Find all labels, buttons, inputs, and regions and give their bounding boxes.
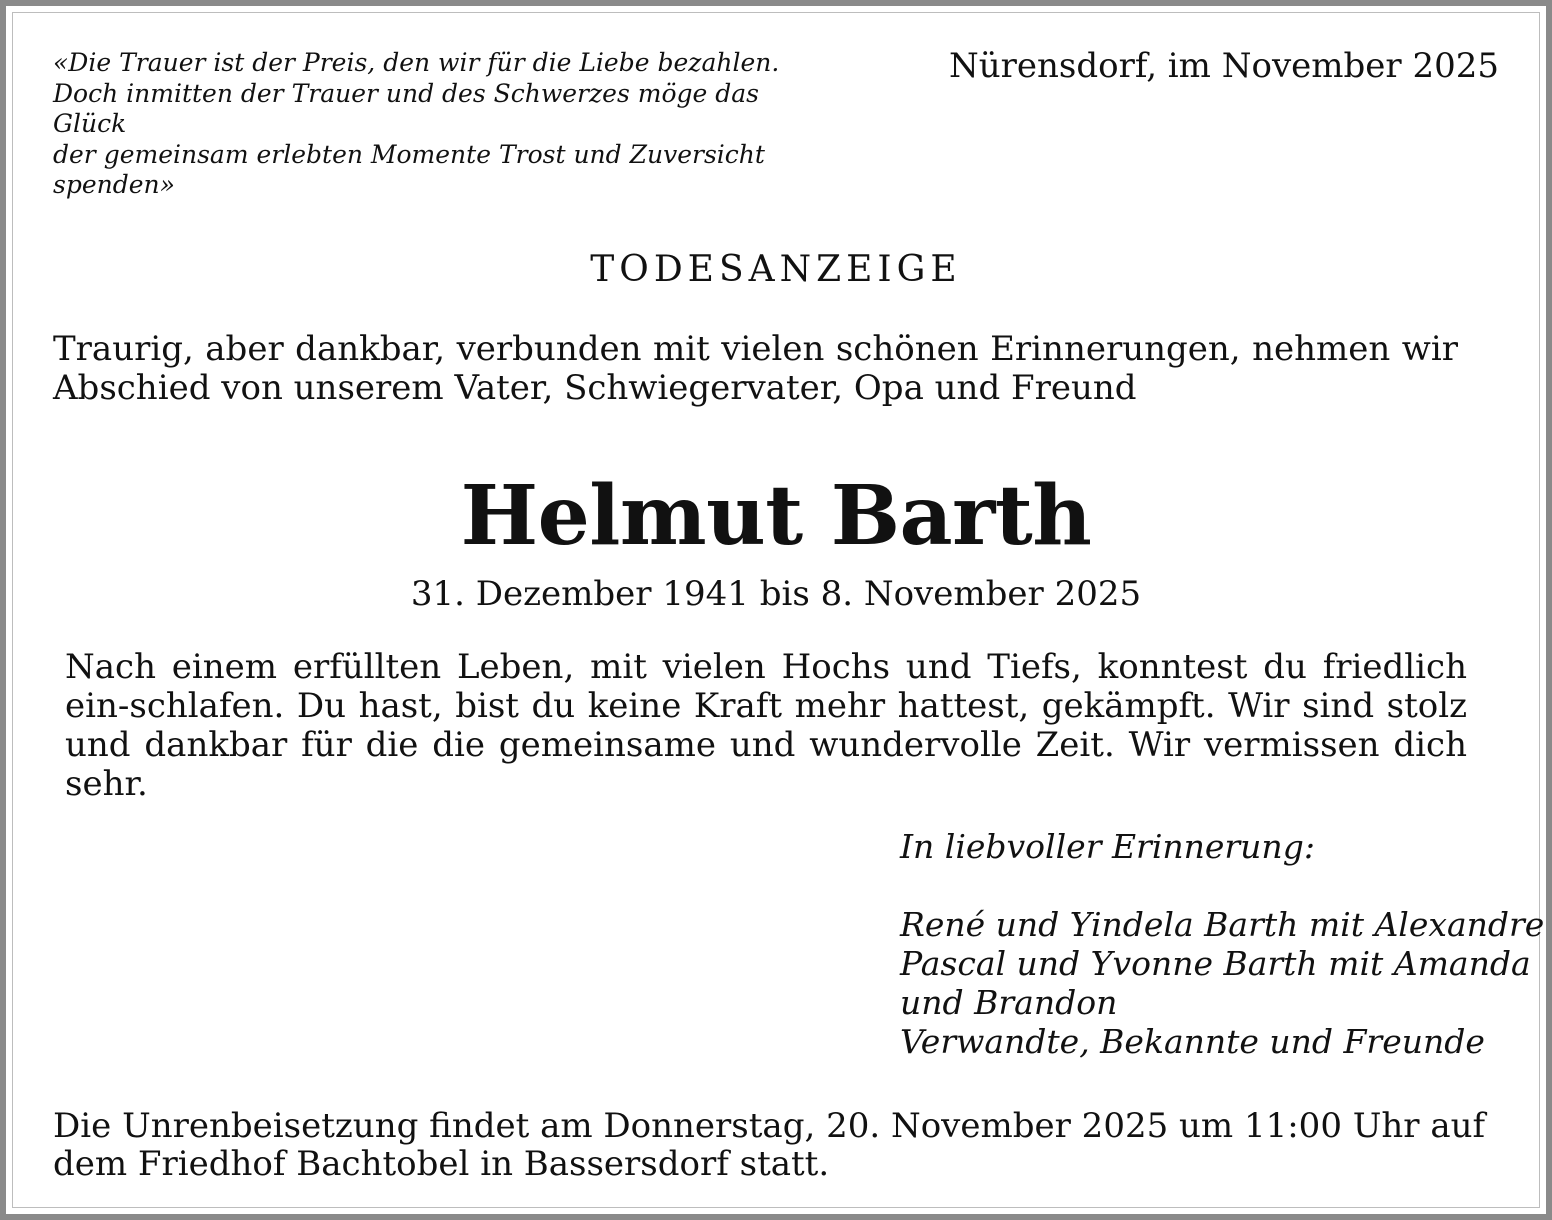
mourner-line: Verwandte, Bekannte und Freunde <box>900 1022 1485 1061</box>
place-and-date: Nürensdorf, im November 2025 <box>948 46 1499 86</box>
intro-text: Traurig, aber dankbar, verbunden mit vielen schönen Erinnerungen, nehmen wir Abschied von unserem Vater, Schwiegervater, Opa und Freund <box>53 329 1458 408</box>
mourners-list <box>900 905 1545 1061</box>
motto-quote: «Die Trauer ist der Preis, den wir für die Liebe bezahlen. Doch inmitten der Trauer und des Schwerzes möge das Glück der gemeinsam erlebten Momente Trost und Zuversicht spenden» <box>53 48 780 199</box>
notice-heading: TODESANZEIGE <box>590 249 962 290</box>
mourner-line: Pascal und Yvonne Barth mit Amanda <box>900 944 1531 983</box>
mourner-line: René und Yindela Barth mit Alexandre <box>900 905 1545 944</box>
funeral-notice: Die Unrenbeisetzung findet am Donnerstag, 20. November 2025 um 11:00 Uhr auf dem Friedhof Bachtobel in Bassersdorf statt. <box>53 1106 1486 1184</box>
mourner-line: und Brandon <box>900 983 1118 1022</box>
life-dates: 31. Dezember 1941 bis 8. November 2025 <box>410 574 1142 614</box>
tribute-text: Nach einem erfüllten Leben, mit vielen Hochs und Tiefs, konntest du friedlich ein-schlafen. Du hast, bist du keine Kraft mehr hattest, gekämpft. Wir sind stolz und dankbar für die die gemeinsame und wundervolle Zeit. Wir vermissen dich sehr. <box>65 647 1467 804</box>
deceased-name: Helmut Barth <box>460 468 1092 564</box>
remembrance-label: In liebvoller Erinnerung: <box>900 827 1315 866</box>
